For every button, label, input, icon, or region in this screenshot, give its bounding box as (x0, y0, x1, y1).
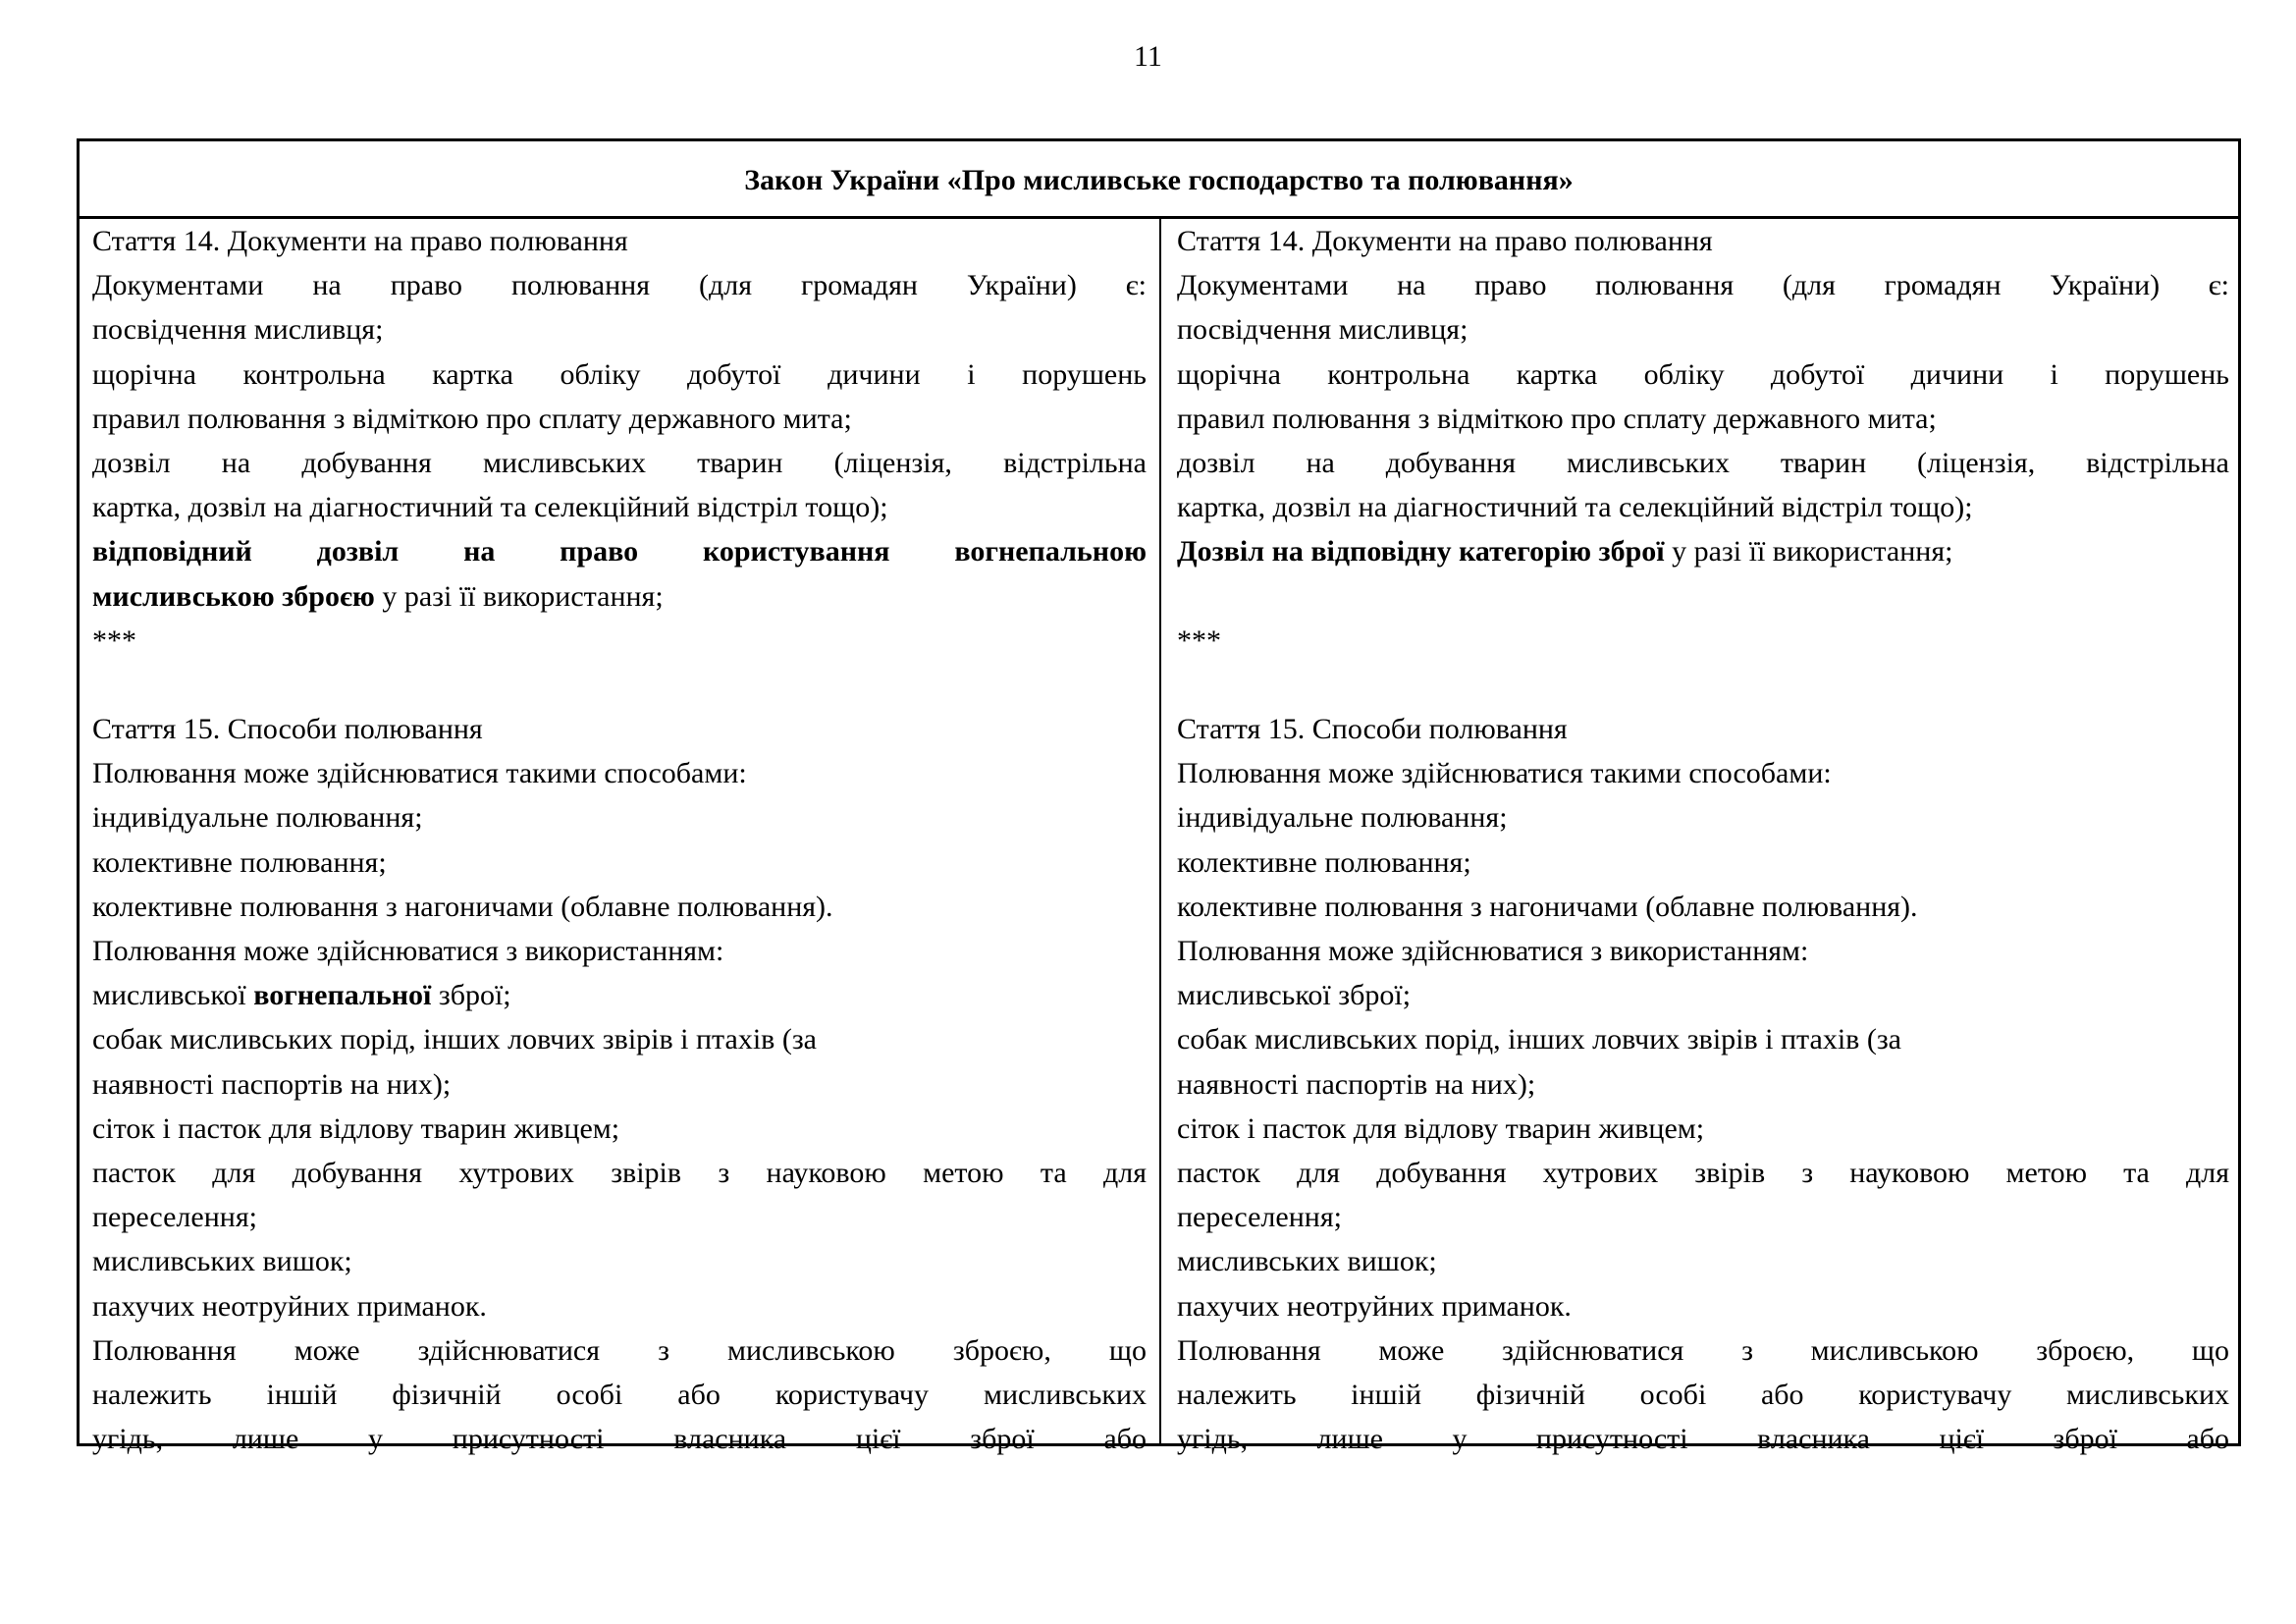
text-line (92, 1107, 1147, 1151)
text-line (1177, 973, 2229, 1017)
comparison-table (77, 138, 2241, 1456)
text-line (1177, 1373, 2229, 1417)
text-line (92, 397, 1147, 441)
text-segment: сіток і пасток для відлову тварин живцем; (1177, 1111, 1705, 1145)
text-segment: пахучих неотруйних приманок. (1177, 1289, 1572, 1323)
text-line (92, 795, 1147, 839)
text-line (92, 840, 1147, 885)
text-segment: правил полювання з відміткою про сплату державного мита; (1177, 402, 1937, 435)
table-header: Закон України «Про мисливське господарство та полювання» (80, 141, 2238, 219)
text-segment: переселення; (1177, 1201, 1342, 1234)
text-segment: колективне полювання; (1177, 845, 1471, 879)
blank-line (1177, 663, 2229, 707)
text-line (1177, 307, 2229, 352)
text-line (92, 707, 1147, 751)
text-segment: угідь, лише у присутності власника цієї зброї або (92, 1423, 1147, 1456)
text-line (92, 1017, 1147, 1061)
text-line (92, 973, 1147, 1017)
text-line (92, 1151, 1147, 1195)
text-line (92, 1239, 1147, 1283)
text-segment: мисливської зброї; (1177, 979, 1412, 1012)
text-line (1177, 1151, 2229, 1195)
text-segment: щорічна контрольна картка обліку добутої дичини і порушень (92, 357, 1147, 391)
text-line (92, 929, 1147, 973)
text-line (92, 1417, 1147, 1461)
text-segment: колективне полювання; (92, 845, 387, 879)
text-segment: пахучих неотруйних приманок. (92, 1289, 487, 1323)
text-line (1177, 1328, 2229, 1373)
text-segment: наявності паспортів на них); (1177, 1067, 1536, 1101)
text-segment: наявності паспортів на них); (92, 1067, 452, 1101)
text-line (1177, 485, 2229, 529)
text-line (1177, 397, 2229, 441)
text-segment: картка, дозвіл на діагностичний та селекційний відстріл тощо); (92, 491, 888, 524)
text-segment: Полювання може здійснюватися з використанням: (1177, 935, 1809, 967)
text-segment: індивідуальне полювання; (1177, 801, 1508, 835)
blank-line (92, 663, 1147, 707)
text-line (92, 529, 1147, 573)
text-line (92, 352, 1147, 397)
text-line (92, 1195, 1147, 1239)
text-segment: *** (1177, 623, 1221, 657)
text-segment: дозвіл на добування мисливських тварин (ліцензія, відстрільна (92, 446, 1147, 479)
text-line (1177, 1284, 2229, 1328)
text-segment: Полювання може здійснюватися такими способами: (1177, 757, 1832, 790)
text-segment: індивідуальне полювання; (92, 801, 423, 835)
text-segment: *** (92, 623, 136, 657)
text-line (1177, 929, 2229, 973)
text-line (92, 1328, 1147, 1373)
page-number: 11 (1134, 40, 1162, 73)
text-segment: Документами на право полювання (для громадян України) є: (92, 269, 1147, 302)
text-line (1177, 1417, 2229, 1461)
text-segment: угідь, лише у присутності власника цієї зброї або (1177, 1423, 2229, 1456)
text-segment: мисливських вишок; (92, 1245, 352, 1278)
text-segment: мисливських вишок; (1177, 1245, 1437, 1278)
right-column-proposed-law (1177, 219, 2229, 1461)
text-line (1177, 352, 2229, 397)
text-segment: пасток для добування хутрових звірів з науковою метою та для (1177, 1156, 2229, 1189)
text-segment: у разі її використання; (374, 579, 664, 613)
bold-text: вогнепальної (253, 979, 432, 1012)
text-segment: належить іншій фізичній особі або користувачу мисливських (92, 1378, 1147, 1411)
text-segment: Стаття 14. Документи на право полювання (1177, 225, 1713, 257)
text-line (1177, 219, 2229, 263)
text-segment: Стаття 14. Документи на право полювання (92, 225, 628, 257)
text-line (1177, 1017, 2229, 1061)
text-segment: у разі її використання; (1664, 535, 1953, 568)
text-line (1177, 619, 2229, 663)
text-line (92, 751, 1147, 795)
bold-text: Дозвіл на відповідну категорію зброї (1177, 535, 1665, 568)
text-line (92, 263, 1147, 307)
text-segment: посвідчення мисливця; (1177, 313, 1468, 347)
text-segment: правил полювання з відміткою про сплату державного мита; (92, 402, 852, 435)
bold-text: мисливською зброєю (92, 579, 375, 613)
text-segment: дозвіл на добування мисливських тварин (ліцензія, відстрільна (1177, 446, 2229, 479)
text-segment: належить іншій фізичній особі або користувачу мисливських (1177, 1378, 2229, 1411)
text-line (1177, 441, 2229, 485)
text-segment: собак мисливських порід, інших ловчих звірів і птахів (за (92, 1023, 817, 1056)
text-line (1177, 885, 2229, 929)
text-segment: Полювання може здійснюватися такими способами: (92, 757, 747, 790)
text-line (92, 485, 1147, 529)
text-segment: щорічна контрольна картка обліку добутої дичини і порушень (1177, 357, 2229, 391)
text-segment: картка, дозвіл на діагностичний та селекційний відстріл тощо); (1177, 491, 1973, 524)
text-segment: Стаття 15. Способи полювання (92, 713, 483, 746)
text-segment: переселення; (92, 1201, 257, 1234)
text-line (1177, 751, 2229, 795)
left-column-current-law (92, 219, 1147, 1461)
text-line (92, 1062, 1147, 1107)
text-line (1177, 1107, 2229, 1151)
bold-text: відповідний дозвіл на право користування вогнепальною (92, 535, 1147, 568)
text-line (92, 441, 1147, 485)
text-segment: пасток для добування хутрових звірів з науковою метою та для (92, 1156, 1147, 1189)
text-segment: сіток і пасток для відлову тварин живцем; (92, 1111, 620, 1145)
text-line (92, 1373, 1147, 1417)
text-line (92, 307, 1147, 352)
text-line (1177, 263, 2229, 307)
text-segment: мисливської (92, 979, 254, 1012)
text-segment: колективне полювання з нагоничами (облавне полювання). (1177, 890, 1918, 923)
text-segment: колективне полювання з нагоничами (облавне полювання). (92, 890, 833, 923)
text-segment: Полювання може здійснюватися з мисливською зброєю, що (92, 1333, 1147, 1367)
text-segment: Полювання може здійснюватися з використанням: (92, 935, 724, 967)
column-divider (1159, 219, 1161, 1443)
text-segment: Стаття 15. Способи полювання (1177, 713, 1568, 746)
text-line (92, 574, 1147, 619)
text-line (92, 885, 1147, 929)
text-line (1177, 1195, 2229, 1239)
text-segment: Документами на право полювання (для громадян України) є: (1177, 269, 2229, 302)
text-segment: зброї; (431, 979, 511, 1012)
text-line (92, 619, 1147, 663)
text-line (92, 1284, 1147, 1328)
text-line (1177, 1062, 2229, 1107)
text-line (92, 219, 1147, 263)
text-line (1177, 707, 2229, 751)
text-line (1177, 840, 2229, 885)
text-line (1177, 1239, 2229, 1283)
text-line (1177, 795, 2229, 839)
text-line (1177, 529, 2229, 573)
text-segment: собак мисливських порід, інших ловчих звірів і птахів (за (1177, 1023, 1901, 1056)
blank-line (1177, 574, 2229, 619)
text-segment: посвідчення мисливця; (92, 313, 384, 347)
text-segment: Полювання може здійснюватися з мисливською зброєю, що (1177, 1333, 2229, 1367)
